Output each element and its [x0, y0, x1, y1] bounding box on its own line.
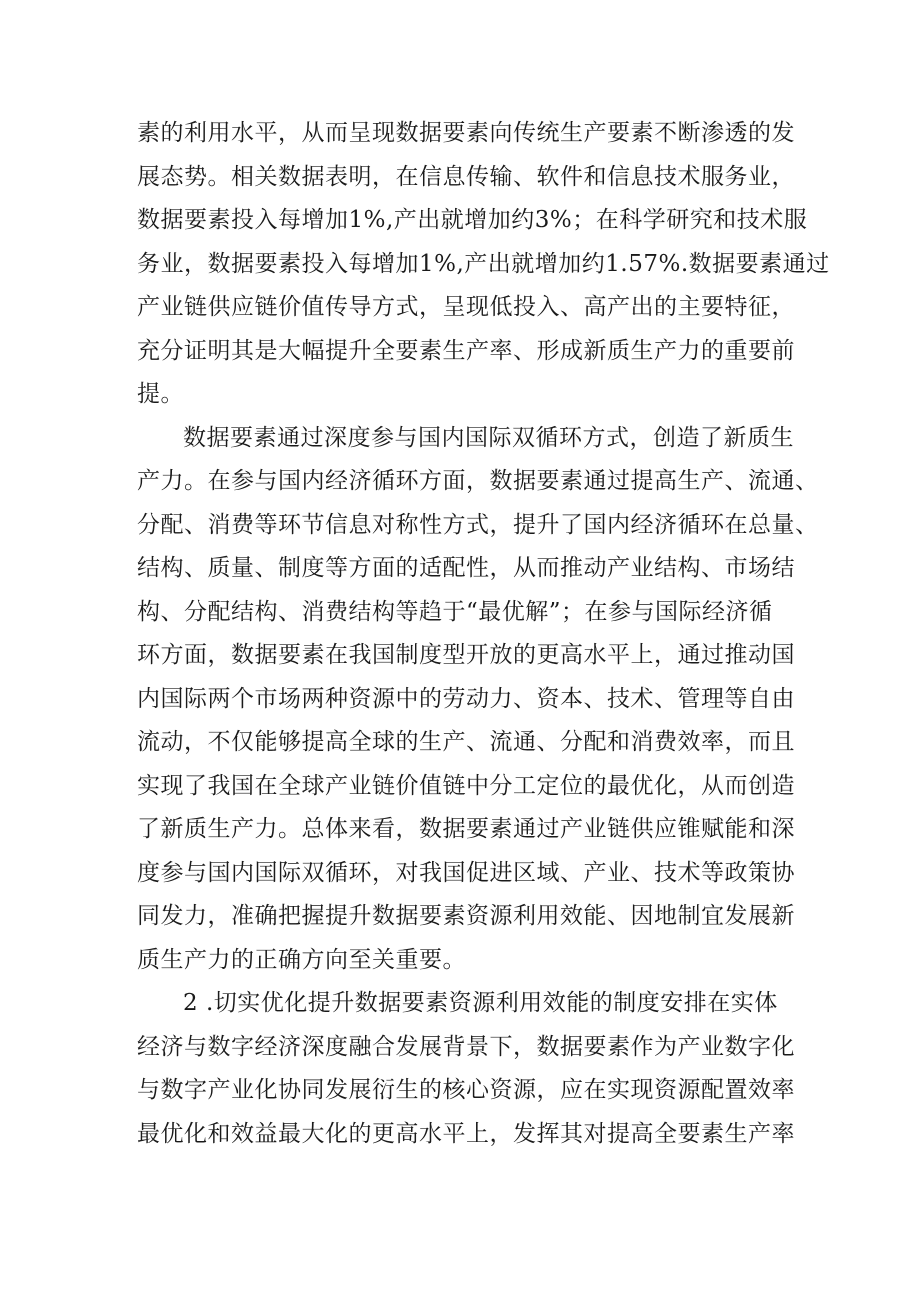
- text-line: 流动，不仅能够提高全球的生产、流通、分配和消费效率，而且: [137, 729, 795, 755]
- text-line: 度参与国内国际双循环，对我国促进区域、产业、技术等政策协: [137, 859, 795, 886]
- text-line: 经济与数字经济深度融合发展背景下，数据要素作为产业数字化: [137, 1033, 795, 1060]
- text-line: 充分证明其是大幅提升全要素生产率、形成新质生产力的重要前: [137, 337, 795, 364]
- paragraph-2: [137, 417, 819, 983]
- text-line: 素的利用水平，从而呈现数据要素向传统生产要素不断渗透的发: [137, 120, 795, 146]
- text-line: 质生产力的正确方向至关重要。: [137, 946, 466, 973]
- text-line: 环方面，数据要素在我国制度型开放的更高水平上，通过推动国: [137, 642, 795, 668]
- text-line: 产业链供应链价值传导方式，呈现低投入、高产出的主要特征，: [137, 294, 795, 320]
- text-line: 最优化和效益最大化的更高水平上，发挥其对提高全要素生产率: [137, 1120, 795, 1147]
- text-line: 实现了我国在全球产业链价值链中分工定位的最优化，从而创造: [137, 772, 795, 799]
- text-line: 构、分配结构、消费结构等趋于“最优解”；在参与国际经济循: [137, 598, 773, 625]
- text-line: 展态势。相关数据表明，在信息传输、软件和信息技术服务业，: [137, 163, 795, 190]
- text-line: 内国际两个市场两种资源中的劳动力、资本、技术、管理等自由: [137, 685, 795, 712]
- paragraph-3: [137, 982, 797, 1156]
- text-line: 2 .切实优化提升数据要素资源利用效能的制度安排在实体: [183, 990, 778, 1016]
- text-line: 数据要素投入每增加1%,产出就增加约3%；在科学研究和技术服: [137, 207, 808, 233]
- text-line: 同发力，准确把握提升数据要素资源利用效能、因地制宜发展新: [137, 903, 795, 929]
- paragraph-1: [137, 112, 830, 417]
- text-line: 务业，数据要素投入每增加1%,产出就增加约1.57%.数据要素通过: [137, 250, 830, 277]
- text-line: 分配、消费等环节信息对称性方式，提升了国内经济循环在总量、: [137, 511, 819, 538]
- text-line: 数据要素通过深度参与国内国际双循环方式，创造了新质生: [183, 424, 794, 451]
- text-line: 产力。在参与国内经济循环方面，数据要素通过提高生产、流通、: [137, 468, 819, 494]
- document-body: [137, 112, 830, 1156]
- text-line: 提。: [137, 381, 184, 407]
- text-line: 了新质生产力。总体来看，数据要素通过产业链供应锥赋能和深: [137, 816, 795, 842]
- text-line: 与数字产业化协同发展衍生的核心资源，应在实现资源配置效率: [137, 1077, 795, 1103]
- text-line: 结构、质量、制度等方面的适配性，从而推动产业结构、市场结: [137, 555, 795, 581]
